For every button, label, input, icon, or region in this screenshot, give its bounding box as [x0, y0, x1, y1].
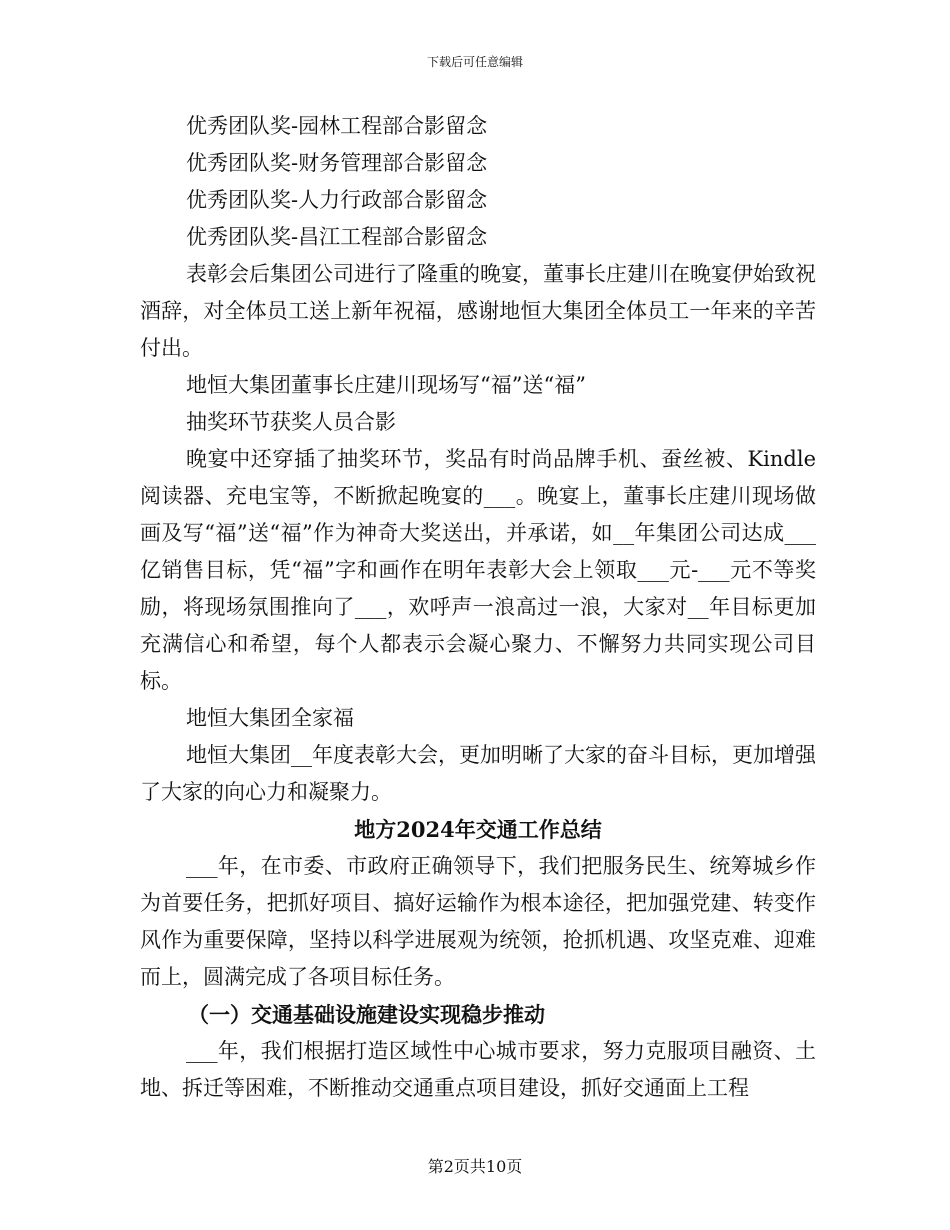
paragraph-intro: ___年，在市委、市政府正确领导下，我们把服务民生、统筹城乡作为首要任务，把抓好项目、搞好运输作为根本途径，把加强党建、转变作风作为重要保障，坚持以科学进展观为统领，抢抓机遇、攻坚克难、迎难而上，圆满完成了各项目标任务。 — [140, 854, 816, 989]
caption-changjiang-team: 优秀团队奖-昌江工程部合影留念 — [186, 225, 488, 249]
caption-chairman-fu: 地恒大集团董事长庄建川现场写“福”送“福” — [186, 373, 586, 397]
document-body — [140, 108, 816, 1107]
paragraph-lottery: 晚宴中还穿插了抽奖环节，奖品有时尚品牌手机、蚕丝被、Kindle阅读器、充电宝等，不断掀起晚宴的___。晚宴上，董事长庄建川现场做画及写“福”送“福”作为神奇大奖送出，并承诺，如__年集团公司达成___亿销售目标，凭“福”字和画作在明年表彰大会上领取___元-___元不等奖励，将现场氛围推向了___，欢呼声一浪高过一浪，大家对__年目标更加充满信心和希望，每个人都表示会凝心聚力、不懈努力共同实现公司目标。 — [140, 447, 816, 693]
page-footer: 第2页共10页 — [427, 1157, 523, 1176]
section-title: 地方2024年交通工作总结 — [354, 817, 602, 842]
subsection-heading: （一）交通基础设施建设实现稳步推动 — [188, 1002, 545, 1027]
caption-landscape-team: 优秀团队奖-园林工程部合影留念 — [186, 114, 488, 138]
caption-hr-team: 优秀团队奖-人力行政部合影留念 — [186, 188, 488, 212]
paragraph-banquet: 表彰会后集团公司进行了隆重的晚宴，董事长庄建川在晚宴伊始致祝酒辞，对全体员工送上新年祝福，感谢地恒大集团全体员工一年来的辛苦付出。 — [140, 262, 816, 360]
caption-group-photo: 地恒大集团全家福 — [186, 706, 354, 730]
paragraph-conclusion: 地恒大集团__年度表彰大会，更加明晰了大家的奋斗目标，更加增强了大家的向心力和凝聚力。 — [140, 743, 816, 804]
caption-lottery-winners: 抽奖环节获奖人员合影 — [186, 410, 396, 434]
caption-finance-team: 优秀团队奖-财务管理部合影留念 — [186, 151, 488, 175]
paragraph-infrastructure: ___年，我们根据打造区域性中心城市要求，努力克服项目融资、土地、拆迁等困难，不断推动交通重点项目建设，抓好交通面上工程 — [140, 1039, 816, 1100]
page-header: 下载后可任意编辑 — [426, 55, 523, 69]
